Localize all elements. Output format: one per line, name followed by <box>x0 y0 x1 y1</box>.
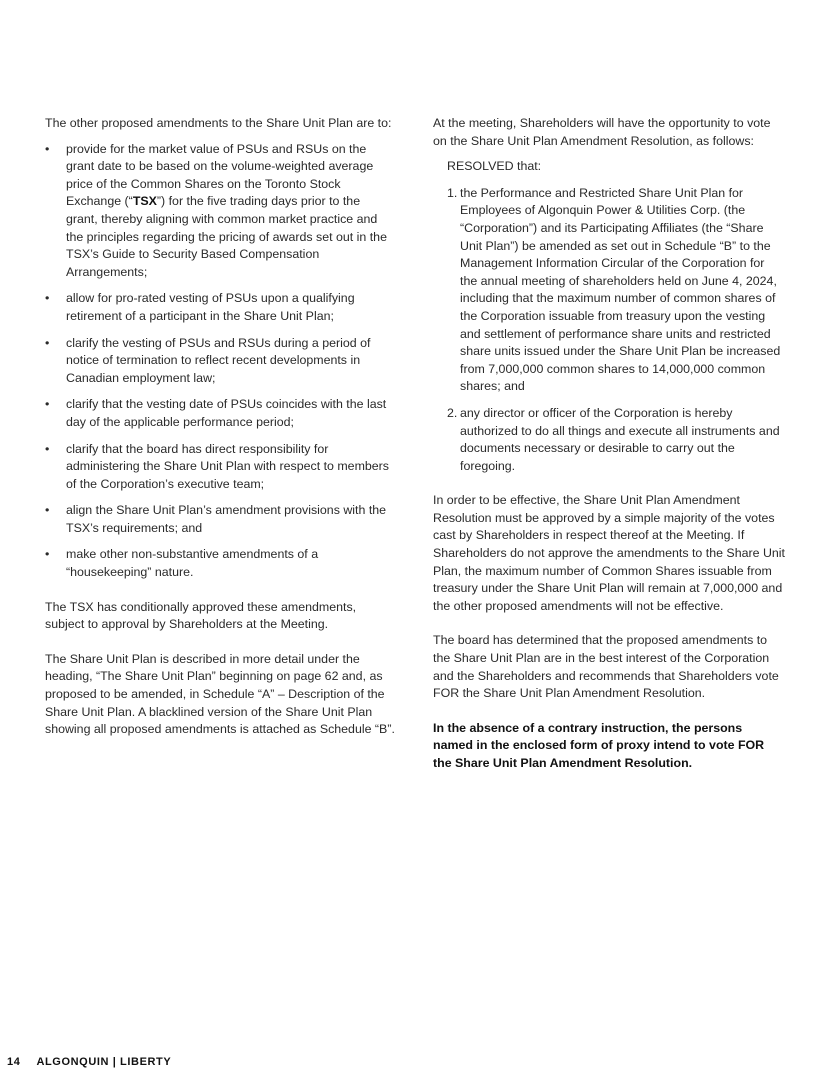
meeting-intro: At the meeting, Shareholders will have the opportunity to vote on the Share Unit Plan Amendment Resolution, as follows: <box>433 116 771 148</box>
resolution-item: 1. the Performance and Restricted Share Unit Plan for Employees of Algonquin Power & Utilities Corp. (the “Corporation”) and its Participating Affiliates (the “Share Unit Plan”) be amended as set out in Schedule “B” to the Management Information Circular of the Corporation for the annual meeting of shareholders held on June 4, 2024, including that the maximum number of common shares of the Corporation issuable from treasury upon the vesting and settlement of performance share units and restricted share units issued under the Share Unit Plan be increased from 7,000,000 common shares to 14,000,000 common shares; and <box>447 185 781 394</box>
page-number: 14 <box>7 1056 21 1068</box>
bullet-icon: • <box>45 503 50 518</box>
list-item: • align the Share Unit Plan’s amendment provisions with the TSX’s requirements; and <box>45 503 387 535</box>
bullet-icon: • <box>45 547 50 562</box>
left-column <box>45 115 395 756</box>
resolution-list <box>433 185 785 476</box>
board-recommendation-paragraph: The board has determined that the proposed amendments to the Share Unit Plan are in the best interest of the Corporation and the Shareholders and recommends that Shareholders vote FOR the Share Unit Plan Amendment Resolution. <box>433 633 779 701</box>
item-number: 1. <box>447 185 458 200</box>
bullet-icon: • <box>45 141 50 156</box>
bullet-icon: • <box>45 335 50 350</box>
bullet-icon: • <box>45 291 50 306</box>
resolution-item: 2. any director or officer of the Corporation is hereby authorized to do all things and execute all instruments and documents necessary or desirable to carry out the foregoing. <box>447 405 780 473</box>
brand-logo-text: ALGONQUIN | LIBERTY <box>36 1056 172 1068</box>
bullet-icon: • <box>45 397 50 412</box>
right-column <box>433 115 785 790</box>
amendments-intro: The other proposed amendments to the Share Unit Plan are to: <box>45 116 392 130</box>
page-footer <box>7 1054 171 1072</box>
list-item: • clarify that the board has direct responsibility for administering the Share Unit Plan with respect to members of the Corporation’s executive team; <box>45 441 389 491</box>
amendments-list <box>45 141 395 582</box>
list-item: • allow for pro-rated vesting of PSUs upon a qualifying retirement of a participant in the Share Unit Plan; <box>45 291 355 323</box>
tsx-abbrev: TSX <box>132 194 157 209</box>
bullet-icon: • <box>45 441 50 456</box>
plan-description-paragraph: The Share Unit Plan is described in more detail under the heading, “The Share Unit Plan” beginning on page 62 and, as proposed to be amended, in Schedule “A” – Description of the Share Unit Plan. A blacklined version of the Share Unit Plan showing all proposed amendments is attached as Schedule “B”. <box>45 651 395 737</box>
tsx-approval-paragraph: The TSX has conditionally approved these amendments, subject to approval by Shareholders at the Meeting. <box>45 599 357 632</box>
list-item: • clarify the vesting of PSUs and RSUs during a period of notice of termination to reflect recent developments in Canadian employment law; <box>45 335 371 385</box>
proxy-instruction-paragraph: In the absence of a contrary instruction, the persons named in the enclosed form of proxy intend to vote FOR the Share Unit Plan Amendment Resolution. <box>433 720 765 770</box>
list-item: • provide for the market value of PSUs and RSUs on the grant date to be based on the volume-weighted average price of the Common Shares on the Toronto Stock Exchange (“TSX”) for the five trading days prior to the grant, thereby aligning with common market practice and the principles regarding the pricing of awards set out in the TSX’s Guide to Security Based Compensation Arrangements; <box>45 141 387 279</box>
effectiveness-paragraph: In order to be effective, the Share Unit Plan Amendment Resolution must be approved by a simple majority of the votes cast by Shareholders in respect thereof at the Meeting. If Shareholders do not approve the amendments to the Share Unit Plan, the maximum number of Common Shares issuable from treasury under the Share Unit Plan will remain at 7,000,000 and the other proposed amendments will not be effective. <box>433 493 785 613</box>
list-item: • make other non-substantive amendments of a “housekeeping” nature. <box>45 547 319 580</box>
item-number: 2. <box>447 405 458 420</box>
resolved-heading: RESOLVED that: <box>447 159 542 174</box>
list-item: • clarify that the vesting date of PSUs coincides with the last day of the applicable performance period; <box>45 397 387 429</box>
